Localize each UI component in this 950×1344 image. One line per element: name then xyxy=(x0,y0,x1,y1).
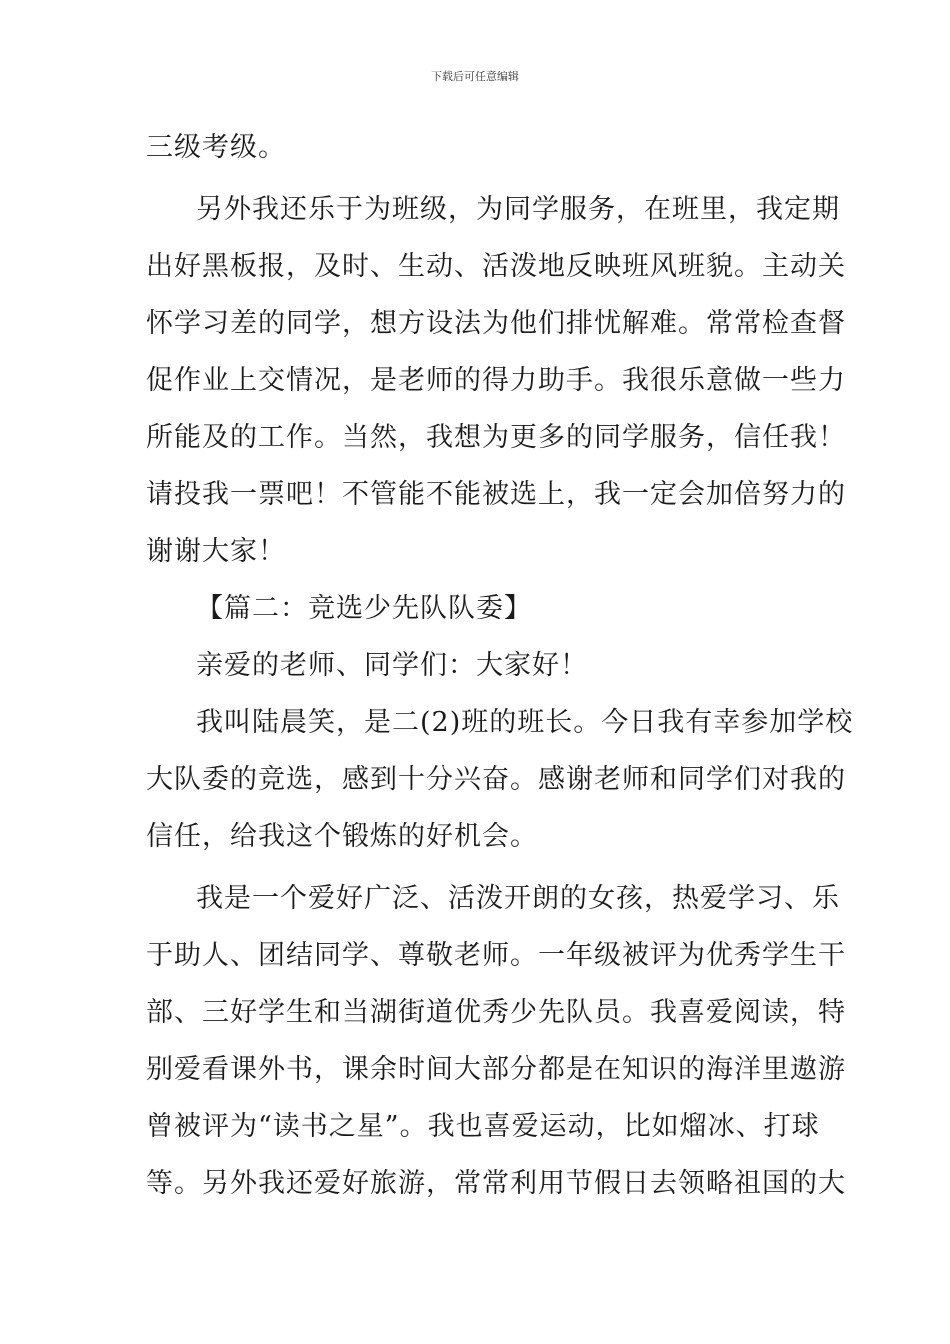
paragraph-start-line: 我是一个爱好广泛、活泼开朗的女孩，热爱学习、乐 xyxy=(196,883,840,914)
greeting-line: 亲爱的老师、同学们：大家好！ xyxy=(196,650,588,681)
text-line: 所能及的工作。当然，我想为更多的同学服务，信任我！ xyxy=(146,422,846,453)
text-line: 怀学习差的同学，想方设法为他们排忧解难。常常检查督 xyxy=(146,308,846,339)
paragraph-start-line: 我叫陆晨笑，是二(2)班的班长。今日我有幸参加学校 xyxy=(196,707,854,738)
text-line: 请投我一票吧！不管能不能被选上，我一定会加倍努力的 xyxy=(146,479,846,510)
text-line: 曾被评为“读书之星”。我也喜爱运动，比如熘冰、打球 xyxy=(146,1111,820,1142)
text-line: 别爱看课外书，课余时间大部分都是在知识的海洋里遨游 xyxy=(146,1054,846,1085)
text-line: 部、三好学生和当湖街道优秀少先队员。我喜爱阅读，特 xyxy=(146,997,846,1028)
text-line: 等。另外我还爱好旅游，常常利用节假日去领略祖国的大 xyxy=(146,1168,846,1199)
text-line: 信任，给我这个锻炼的好机会。 xyxy=(146,821,538,852)
text-line: 于助人、团结同学、尊敬老师。一年级被评为优秀学生干 xyxy=(146,940,846,971)
text-line: 三级考级。 xyxy=(146,132,286,163)
text-line: 出好黑板报，及时、生动、活泼地反映班风班貌。主动关 xyxy=(146,251,846,282)
section-heading: 【篇二：竞选少先队队委】 xyxy=(196,593,532,624)
text-line: 大队委的竞选，感到十分兴奋。感谢老师和同学们对我的 xyxy=(146,764,846,795)
text-line: 促作业上交情况，是老师的得力助手。我很乐意做一些力 xyxy=(146,365,846,396)
page-header: 下载后可任意编辑 xyxy=(431,70,519,83)
paragraph-start-line: 另外我还乐于为班级，为同学服务，在班里，我定期 xyxy=(196,194,840,225)
text-line: 谢谢大家！ xyxy=(146,536,286,567)
